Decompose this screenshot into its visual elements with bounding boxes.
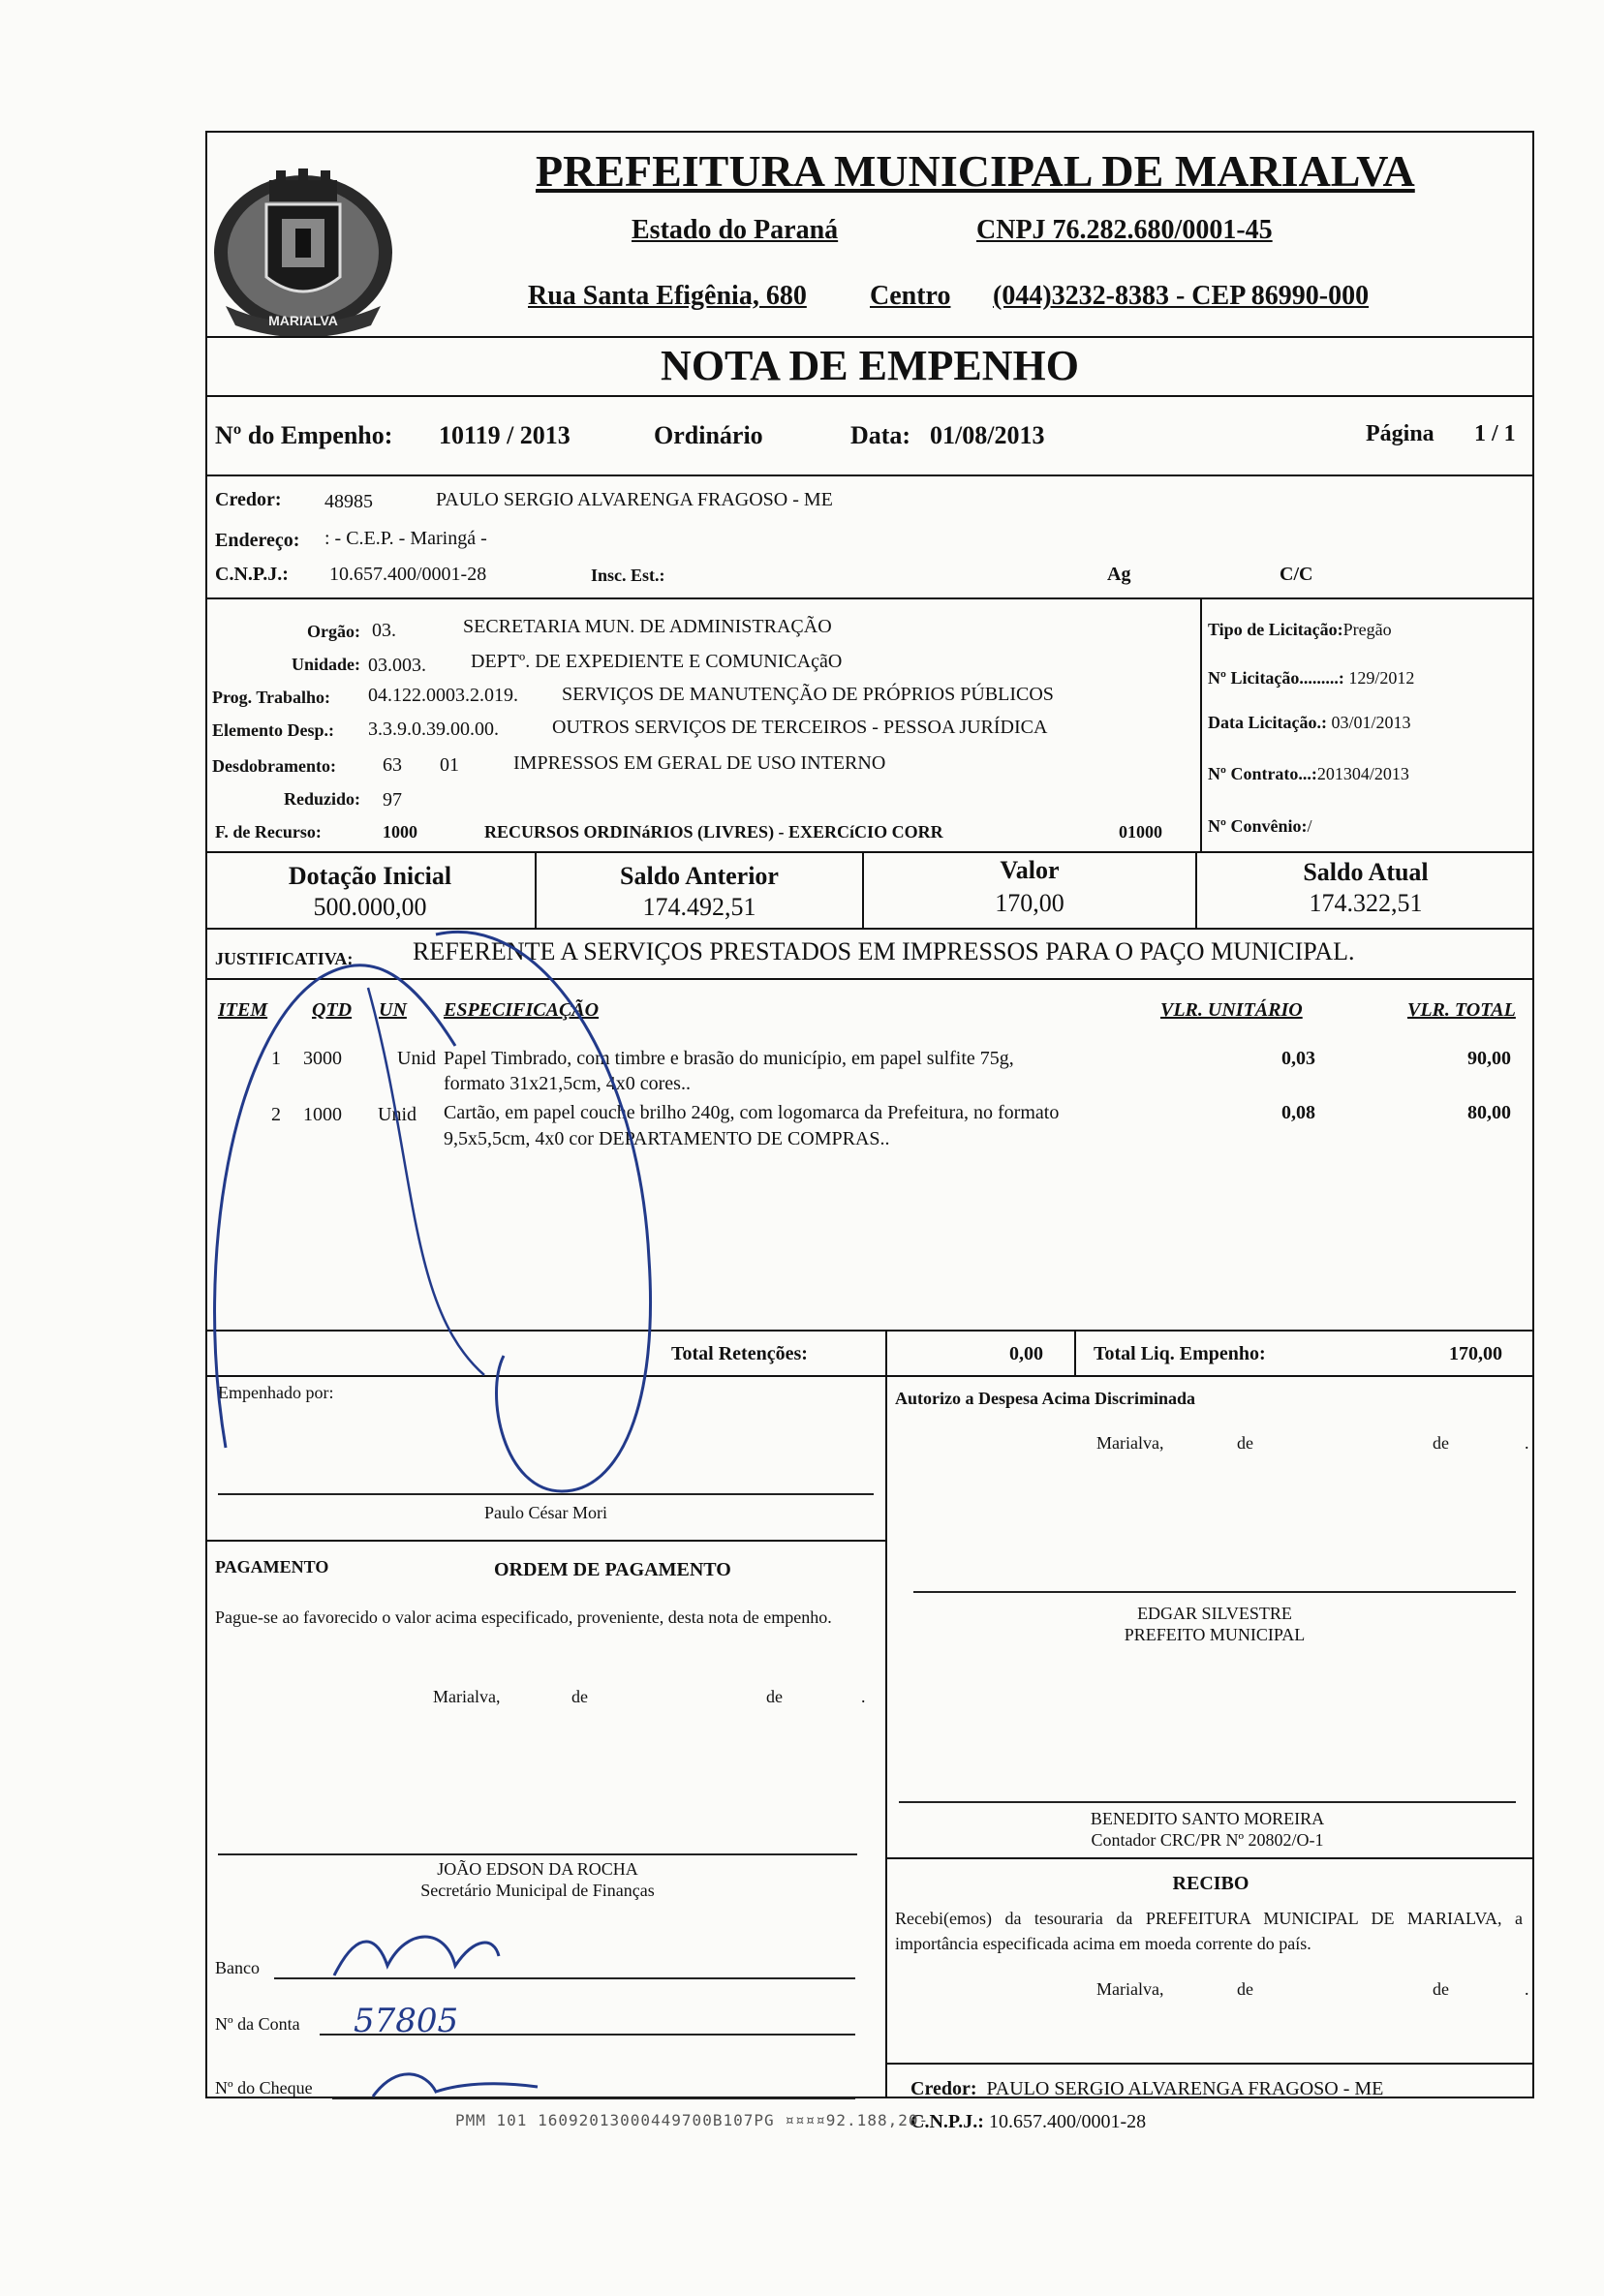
- empenhado-label: Empenhado por:: [218, 1383, 334, 1402]
- empenho-type: Ordinário: [654, 421, 763, 449]
- autorizo-de2: de: [1433, 1433, 1449, 1453]
- contrato-value: 201304/2013: [1316, 764, 1409, 783]
- prefeito-name: EDGAR SILVESTRE: [1137, 1604, 1292, 1623]
- credor-code: 48985: [324, 491, 373, 512]
- item-desc-line2: 9,5x5,5cm, 4x0 cor DEPARTAMENTO DE COMPRAS..: [444, 1128, 890, 1149]
- autorizo-de1: de: [1237, 1433, 1253, 1453]
- banco-handwriting: [334, 1937, 499, 1975]
- item-unit-value: 0,03: [1281, 1048, 1315, 1069]
- col-unit-header: VLR. UNITÁRIO: [1160, 999, 1303, 1021]
- elemento-code: 3.3.9.0.39.00.00.: [368, 719, 499, 740]
- cnpj-credor-label: C.N.P.J.:: [215, 564, 289, 585]
- date-label: Data:: [850, 421, 911, 449]
- recibo-cnpj-label: C.N.P.J.:: [910, 2111, 984, 2132]
- dotacao-value: 500.000,00: [313, 893, 427, 921]
- empenho-number: 10119 / 2013: [439, 421, 571, 449]
- desdobramento-desc: IMPRESSOS EM GERAL DE USO INTERNO: [513, 752, 886, 774]
- credor-name: PAULO SERGIO ALVARENGA FRAGOSO - ME: [436, 489, 833, 510]
- recibo-de1: de: [1237, 1979, 1253, 1999]
- saldo-anterior-value: 174.492,51: [642, 893, 756, 921]
- pagamento-city: Marialva,: [433, 1687, 501, 1706]
- page-value: 1 / 1: [1474, 421, 1516, 446]
- tipo-licitacao-value: Pregão: [1342, 620, 1392, 639]
- item-desc-line1: Papel Timbrado, com timbre e brasão do município, em papel sulfite 75g,: [444, 1048, 1014, 1069]
- orgao-code: 03.: [372, 620, 396, 641]
- conta-label: Nº da Conta: [215, 2014, 300, 2034]
- recibo-dot: .: [1525, 1979, 1529, 1999]
- col-espec-header: ESPECIFICAÇÃO: [444, 999, 600, 1021]
- svg-text:MARIALVA: MARIALVA: [268, 313, 338, 328]
- reduzido-code: 97: [383, 789, 402, 811]
- address-label: Rua Santa Efigênia, 680: [528, 281, 807, 311]
- recibo-city: Marialva,: [1096, 1979, 1164, 1999]
- col-un-header: UN: [379, 999, 407, 1021]
- orgao-label: Orgão:: [307, 622, 360, 641]
- desdobramento-code2: 01: [440, 754, 459, 776]
- pagamento-de2: de: [766, 1687, 783, 1706]
- reduzido-label: Reduzido:: [283, 789, 360, 809]
- cc-label: C/C: [1280, 564, 1313, 585]
- convenio-label: Nº Convênio:: [1208, 816, 1308, 836]
- recibo-text: Recebi(emos) da tesouraria da PREFEITURA MUNICIPAL DE MARIALVA, a importância especificada acima em moeda corrente do país.: [895, 1909, 1523, 1953]
- elemento-desc: OUTROS SERVIÇOS DE TERCEIROS - PESSOA JURÍDICA: [552, 717, 1048, 738]
- credor-label: Credor:: [215, 489, 282, 510]
- tipo-licitacao-label: Tipo de Licitação:: [1208, 620, 1343, 639]
- insc-est-label: Insc. Est.:: [591, 566, 665, 585]
- page-label: Página: [1366, 421, 1434, 446]
- item-un: Unid: [397, 1048, 436, 1069]
- item-qtd: 1000: [303, 1104, 342, 1125]
- elemento-label: Elemento Desp.:: [212, 720, 334, 740]
- desdobramento-label: Desdobramento:: [212, 756, 336, 776]
- pagamento-label: PAGAMENTO: [215, 1557, 329, 1577]
- item-total-value: 80,00: [1467, 1102, 1511, 1123]
- item-qtd: 3000: [303, 1048, 342, 1069]
- municipality-title: PREFEITURA MUNICIPAL DE MARIALVA: [536, 146, 1415, 196]
- ordem-pagamento-label: ORDEM DE PAGAMENTO: [494, 1559, 731, 1580]
- col-total-header: VLR. TOTAL: [1407, 999, 1516, 1021]
- date-value: 01/08/2013: [930, 421, 1045, 449]
- saldo-atual-value: 174.322,51: [1309, 889, 1423, 917]
- fonte-code: 1000: [383, 822, 417, 842]
- unidade-desc: DEPTº. DE EXPEDIENTE E COMUNICAçãO: [471, 651, 843, 672]
- recibo-label: RECIBO: [1172, 1873, 1249, 1894]
- justificativa-label: JUSTIFICATIVA:: [215, 949, 354, 968]
- banco-label: Banco: [215, 1958, 260, 1977]
- contador-name: BENEDITO SANTO MOREIRA: [1090, 1809, 1325, 1828]
- ag-label: Ag: [1107, 564, 1131, 585]
- endereco-label: Endereço:: [215, 530, 300, 551]
- recibo-de2: de: [1433, 1979, 1449, 1999]
- fonte-desc: RECURSOS ORDINáRIOS (LIVRES) - EXERCíCIO CORR: [484, 822, 943, 842]
- data-licitacao-value: 03/01/2013: [1331, 713, 1411, 732]
- prog-label: Prog. Trabalho:: [212, 688, 331, 707]
- justificativa-text: REFERENTE A SERVIÇOS PRESTADOS EM IMPRESSOS PARA O PAÇO MUNICIPAL.: [413, 937, 1355, 965]
- district-label: Centro: [870, 281, 951, 311]
- contrato-label: Nº Contrato...:: [1208, 764, 1317, 783]
- conta-handwriting: 57805: [354, 2002, 459, 2040]
- prefeito-role: PREFEITO MUNICIPAL: [1124, 1625, 1306, 1644]
- saldo-atual-label: Saldo Atual: [1303, 858, 1429, 886]
- item-desc-line2: formato 31x21,5cm, 4x0 cores..: [444, 1073, 691, 1094]
- phone-cep-label: (044)3232-8383 - CEP 86990-000: [993, 281, 1370, 311]
- footer-bar-code: PMM 101 16092013000449700B107PG ¤¤¤¤92.188,20-: [455, 2111, 930, 2129]
- total-liq-label: Total Liq. Empenho:: [1094, 1343, 1266, 1364]
- item-number: 1: [271, 1048, 281, 1069]
- endereco-value: : - C.E.P. - Maringá -: [324, 528, 487, 549]
- pen-stroke-center: [368, 988, 484, 1375]
- fonte-label: F. de Recurso:: [215, 822, 322, 842]
- saldo-anterior-label: Saldo Anterior: [620, 862, 779, 890]
- empenhado-signer: Paulo César Mori: [484, 1503, 607, 1522]
- col-item-header: ITEM: [218, 999, 268, 1021]
- autorizo-city: Marialva,: [1096, 1433, 1164, 1453]
- convenio-value: /: [1307, 816, 1312, 836]
- cnpj-credor-value: 10.657.400/0001-28: [329, 564, 487, 585]
- prog-code: 04.122.0003.2.019.: [368, 685, 518, 706]
- autorizo-label: Autorizo a Despesa Acima Discriminada: [895, 1389, 1195, 1408]
- desdobramento-code1: 63: [383, 754, 402, 776]
- total-liq-value: 170,00: [1449, 1343, 1502, 1364]
- num-licitacao-label: Nº Licitação.........:: [1208, 668, 1344, 688]
- retencoes-label: Total Retenções:: [671, 1343, 808, 1364]
- cheque-label: Nº do Cheque: [215, 2078, 313, 2097]
- secretario-name: JOÃO EDSON DA ROCHA: [437, 1859, 638, 1879]
- unidade-label: Unidade:: [291, 655, 360, 674]
- data-licitacao-label: Data Licitação.:: [1208, 713, 1327, 732]
- autorizo-dot: .: [1525, 1433, 1529, 1453]
- item-unit-value: 0,08: [1281, 1102, 1315, 1123]
- valor-value: 170,00: [995, 889, 1064, 917]
- prog-desc: SERVIÇOS DE MANUTENÇÃO DE PRÓPRIOS PÚBLICOS: [562, 684, 1054, 705]
- pagamento-text: Pague-se ao favorecido o valor acima especificado, proveniente, desta nota de empenho.: [215, 1607, 832, 1627]
- cnpj-label: CNPJ 76.282.680/0001-45: [976, 215, 1273, 245]
- item-un: Unid: [378, 1104, 416, 1125]
- unidade-code: 03.003.: [368, 655, 426, 676]
- secretario-role: Secretário Municipal de Finanças: [420, 1881, 655, 1900]
- num-licitacao-value: 129/2012: [1348, 668, 1415, 688]
- recibo-credor-label: Credor:: [910, 2078, 977, 2099]
- pen-stroke-right-loop: [436, 932, 651, 1491]
- pagamento-de1: de: [571, 1687, 588, 1706]
- dotacao-label: Dotação Inicial: [288, 862, 452, 890]
- pagamento-dot: .: [861, 1687, 866, 1706]
- pen-stroke-left-loop: [215, 965, 455, 1448]
- item-number: 2: [271, 1104, 281, 1125]
- item-desc-line1: Cartão, em papel couche brilho 240g, com logomarca da Prefeitura, no formato: [444, 1102, 1060, 1123]
- recibo-credor-value: PAULO SERGIO ALVARENGA FRAGOSO - ME: [986, 2078, 1384, 2099]
- cheque-handwriting: [373, 2074, 538, 2097]
- fonte-num: 01000: [1119, 822, 1162, 842]
- valor-label: Valor: [1000, 856, 1060, 884]
- state-label: Estado do Paraná: [632, 215, 839, 245]
- empenho-number-label: Nº do Empenho:: [215, 421, 393, 449]
- document-title: NOTA DE EMPENHO: [661, 342, 1079, 389]
- retencoes-value: 0,00: [1009, 1343, 1043, 1364]
- item-total-value: 90,00: [1467, 1048, 1511, 1069]
- orgao-desc: SECRETARIA MUN. DE ADMINISTRAÇÃO: [463, 616, 832, 637]
- contador-role: Contador CRC/PR Nº 20802/O-1: [1091, 1830, 1324, 1850]
- recibo-cnpj-value: 10.657.400/0001-28: [988, 2111, 1147, 2132]
- col-qtd-header: QTD: [312, 999, 353, 1021]
